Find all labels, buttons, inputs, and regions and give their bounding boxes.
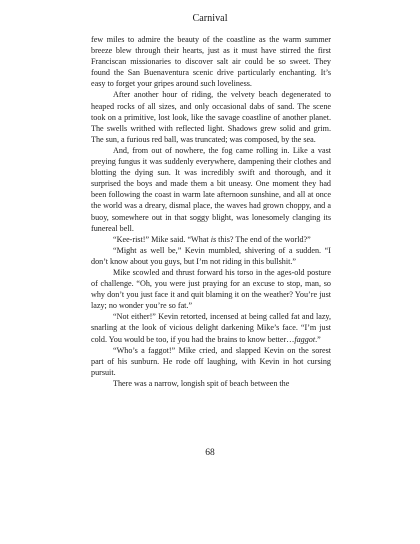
paragraph: Mike scowled and thrust forward his torso in the ages-old posture of challenge. “Oh, you were just praying for an excuse to stop, man, so why don’t you just face it and quit blaming it on the weather? You’re just lazy; no wonder you’re so fat.” — [91, 267, 331, 311]
paragraph: “Not either!” Kevin retorted, incensed at being called fat and lazy, snarling at the look of vicious delight darkening Mike’s face. “I’m just cold. You would be too, if you had the brains to know better…faggot.” — [91, 312, 331, 344]
paragraph: There was a narrow, longish spit of beach between the — [113, 378, 290, 388]
italic-emphasis: faggot — [294, 334, 316, 344]
paragraph: “Might as well be,” Kevin mumbled, shivering of a sudden. “I don’t know about you guys, but I’m not riding in this bullshit.” — [91, 245, 331, 266]
paragraph: After another hour of riding, the velvety beach degenerated to heaped rocks of all sizes, and only occasional dabs of sand. The scene took on a primitive, lost look, like the savage coastline of another planet. The swells writhed with reflected light. Shadows grew solid and grim. The sun, a furious red ball, was truncated; was composed, by the sea. — [91, 90, 331, 144]
body-text — [91, 34, 331, 389]
page-number: 68 — [205, 448, 215, 458]
paragraph: “Who’s a faggot!” Mike cried, and slapped Kevin on the sorest part of his sunburn. He rode off laughing, with Kevin in hot cursing pursuit. — [91, 345, 331, 377]
paragraph: “Kee-rist!” Mike said. “What is this? The end of the world?” — [113, 234, 311, 244]
italic-emphasis: is — [210, 234, 217, 244]
running-head: Carnival — [192, 13, 228, 24]
paragraph: And, from out of nowhere, the fog came rolling in. Like a vast preying fungus it was suddenly everywhere, dampening their clothes and blotting the dying sun. It was incredibly swift and thorough, and it surprised the boys and made them a bit uneasy. One moment they had been following the coast in warm late afternoon sunshine, and all at once the world was a dreary, dismal place, the waves had grown choppy, and a buoy, somewhere out in that soggy blight, was lonesomely clanging its funereal bell. — [91, 145, 331, 233]
paragraph: few miles to admire the beauty of the coastline as the warm summer breeze blew through their hearts, just as it must have stirred the first Franciscan missionaries to discover salt air could be so sweet. They found the San Buenaventura scenic drive particularly enchanting. It’s easy to forget your gripes around such loveliness. — [91, 35, 331, 89]
